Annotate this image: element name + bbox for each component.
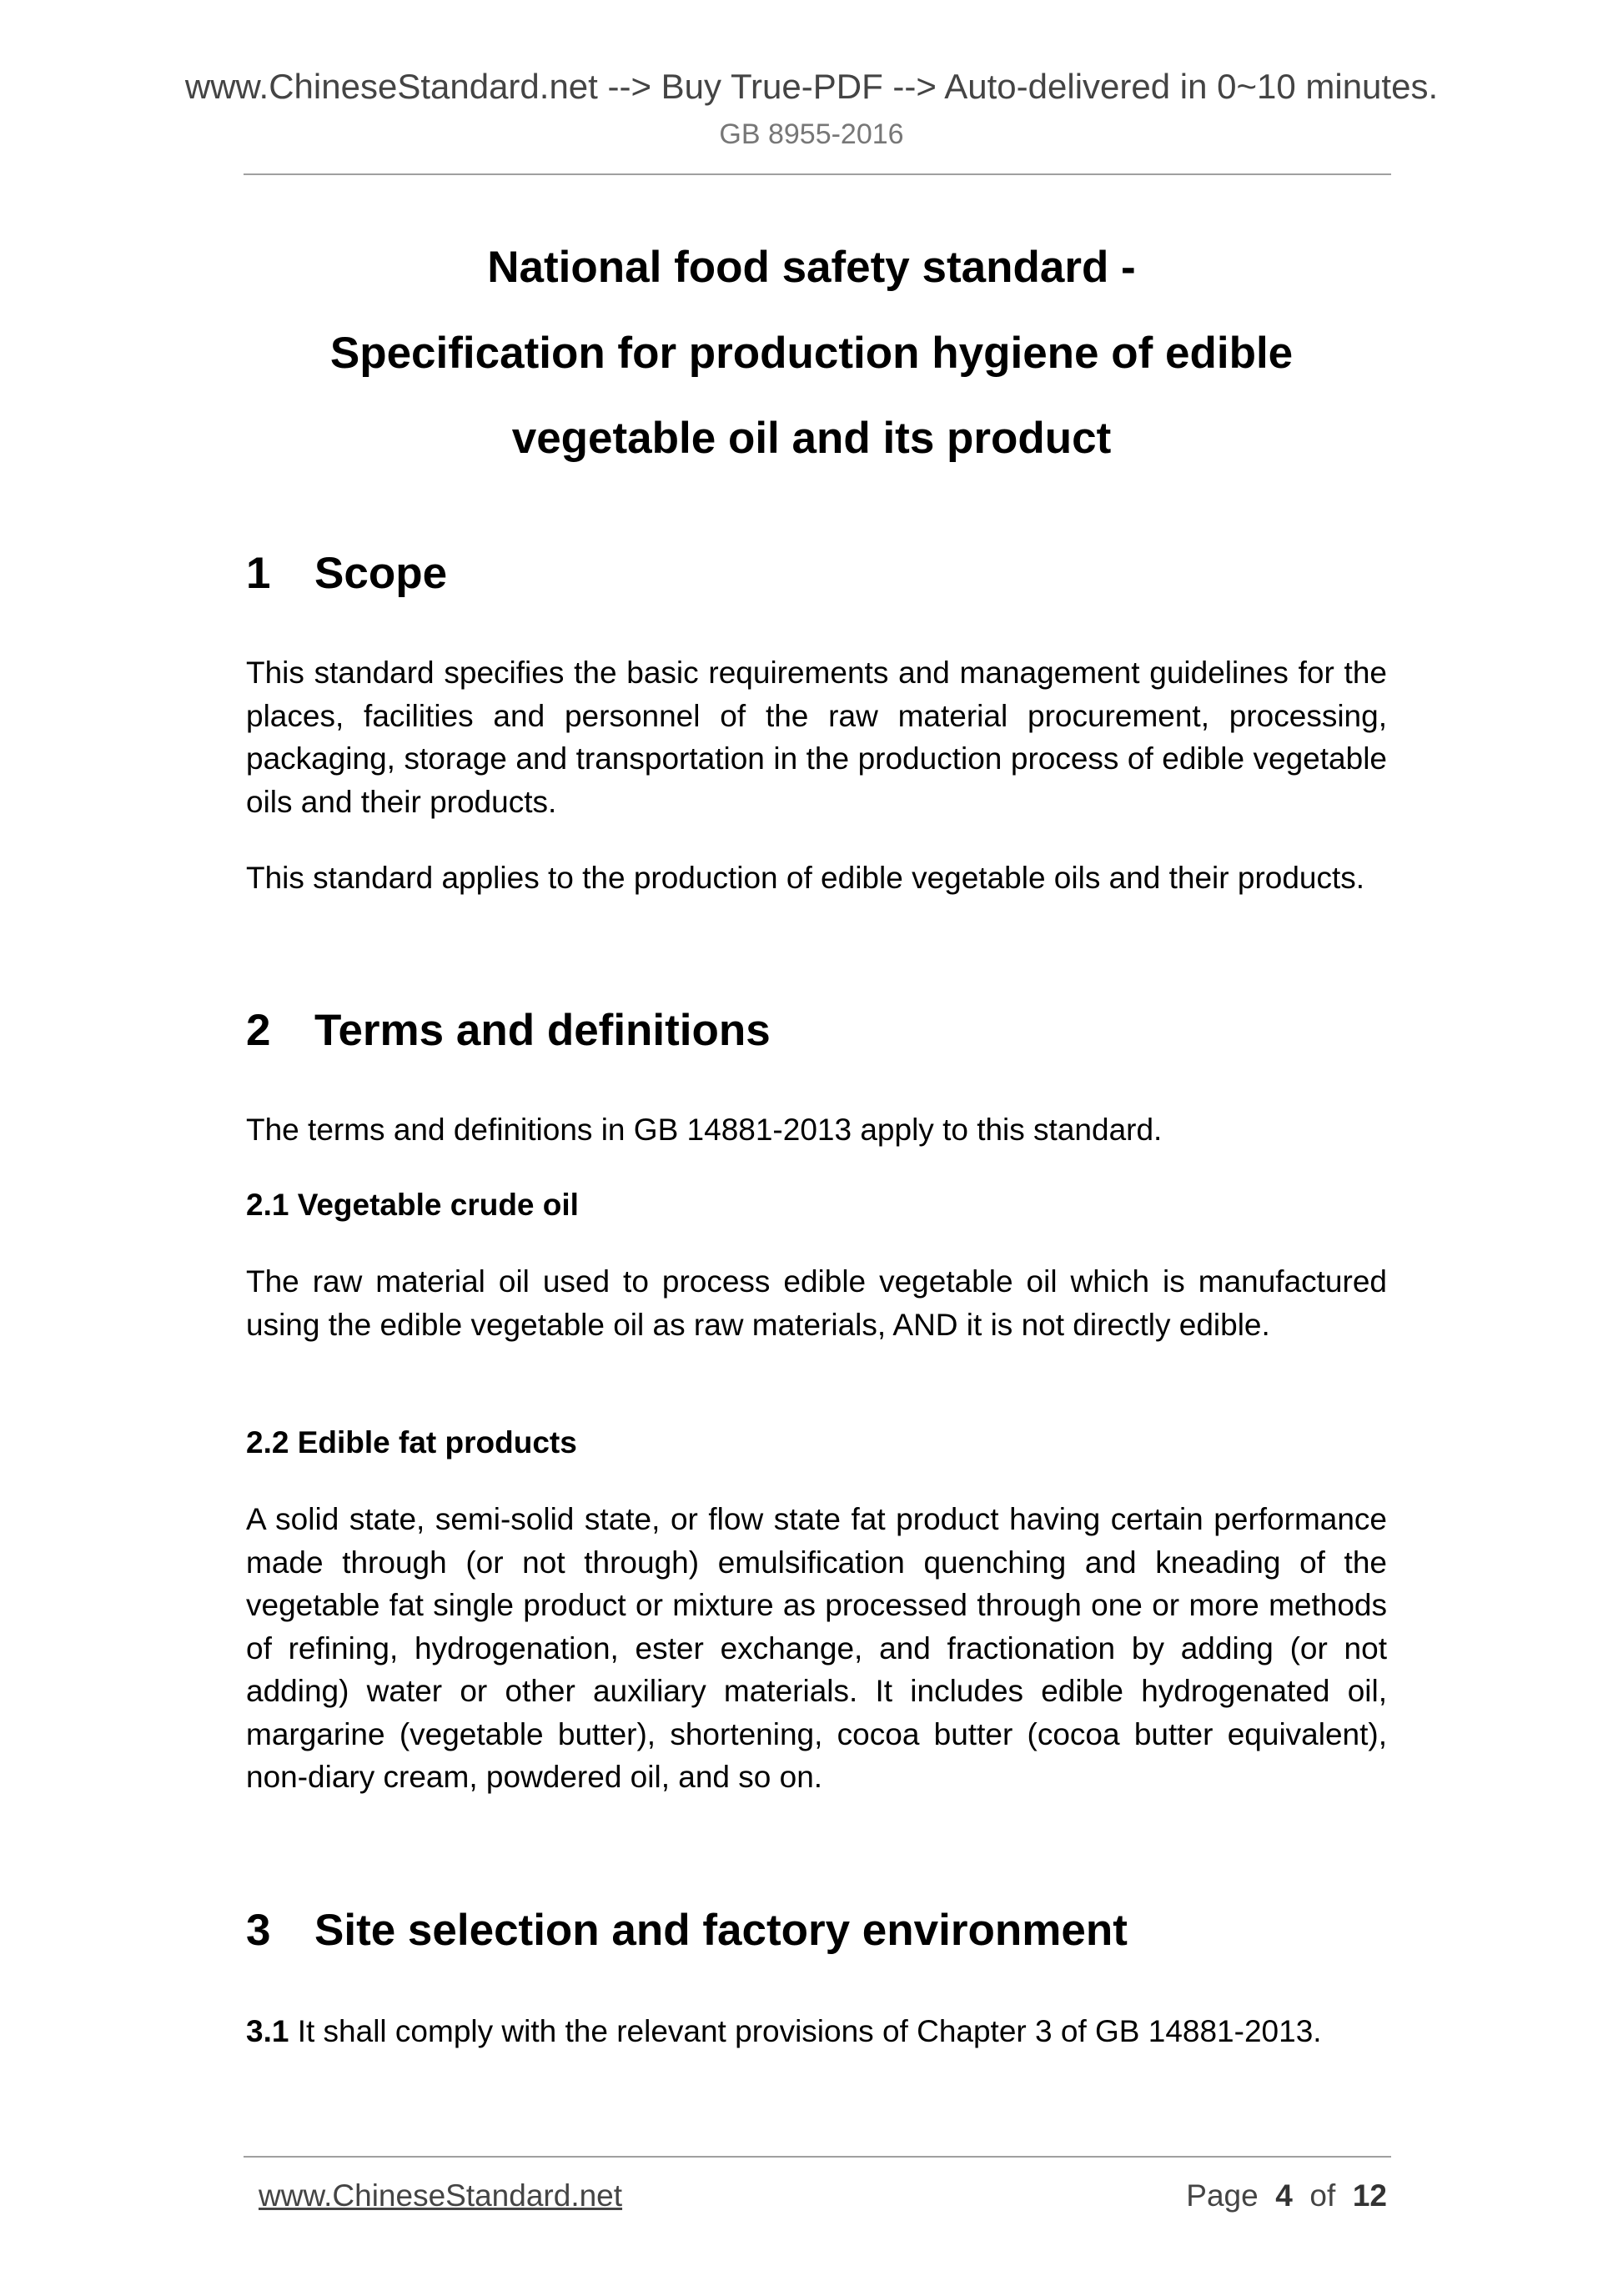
- footer-website-link[interactable]: www.ChineseStandard.net: [259, 2178, 623, 2213]
- section-1-heading: [246, 548, 447, 599]
- clause-text: It shall comply with the relevant provisions of Chapter 3 of GB 14881-2013.: [297, 2014, 1322, 2048]
- title-line-3: vegetable oil and its product: [511, 414, 1112, 463]
- section-title: Scope: [314, 549, 448, 598]
- paragraph: A solid state, semi-solid state, or flow state fat product having certain performance made through (or not through) emulsification quenching and kneading of the vegetable fat single product or mixture as processed through one or more methods of refining, hydrogenation, ester exchange, and fractionation by adding (or not adding) water or other auxiliary materials. It includes edible hydrogenated oil, margarine (vegetable butter), shortening, cocoa butter (cocoa butter equivalent), non-diary cream, powdered oil, and so on.: [246, 1502, 1387, 1794]
- page-label: Page: [1186, 2178, 1259, 2213]
- subsection-2-2-heading: 2.2 Edible fat products: [246, 1425, 577, 1459]
- paragraph: This standard applies to the production of edible vegetable oils and their products.: [246, 861, 1365, 895]
- section-title: Terms and definitions: [314, 1006, 771, 1055]
- footer-divider: [244, 2156, 1391, 2158]
- header-banner: www.ChineseStandard.net --> Buy True-PDF --> Auto-delivered in 0~10 minutes.: [184, 67, 1439, 106]
- section-number: 3: [246, 1906, 271, 1955]
- header-divider: [244, 173, 1391, 175]
- page-indicator: [1186, 2178, 1387, 2213]
- title-line-2: Specification for production hygiene of edible: [329, 329, 1294, 378]
- page-current: 4: [1275, 2178, 1293, 2213]
- section-title: Site selection and factory environment: [314, 1906, 1128, 1955]
- section-3-heading: [246, 1905, 1128, 1956]
- standard-code: GB 8955-2016: [719, 118, 904, 150]
- of-label: of: [1309, 2178, 1336, 2213]
- subsection-2-1-heading: 2.1 Vegetable crude oil: [246, 1188, 579, 1222]
- page-total: 12: [1352, 2178, 1387, 2213]
- clause-3-1: [246, 2010, 1387, 2053]
- clause-number: 3.1: [246, 2014, 289, 2048]
- section-number: 2: [246, 1006, 271, 1055]
- section-2-heading: [246, 1005, 771, 1056]
- paragraph: The terms and definitions in GB 14881-2013 apply to this standard.: [246, 1113, 1163, 1147]
- title-line-1: National food safety standard -: [487, 243, 1136, 292]
- paragraph: The raw material oil used to process edible vegetable oil which is manufactured using the edible vegetable oil as raw materials, AND it is not directly edible.: [246, 1264, 1387, 1342]
- paragraph: This standard specifies the basic requirements and management guidelines for the places, facilities and personnel of the raw material procurement, processing, packaging, storage and transportation in the production process of edible vegetable oils and their products.: [246, 656, 1387, 819]
- section-number: 1: [246, 549, 271, 598]
